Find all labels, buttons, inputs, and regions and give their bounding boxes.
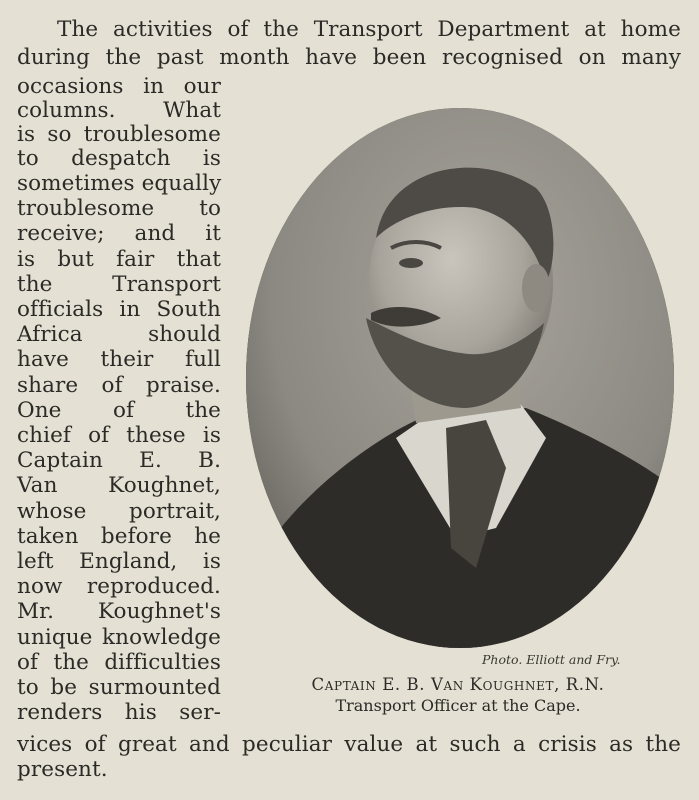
text-line: during the past month have been recognised on many (17, 45, 681, 70)
text-line: left England, is (17, 549, 221, 574)
text-line: The activities of the Transport Department at home (57, 17, 681, 42)
text-line: share of praise. (17, 373, 221, 398)
text-line: Mr. Koughnet's (17, 599, 221, 624)
text-line: One of the (17, 398, 221, 423)
text-line: present. (17, 757, 108, 782)
portrait-illustration (246, 108, 674, 648)
photo-credit: Photo. Elliott and Fry. (482, 652, 621, 667)
text-line: sometimes equally (17, 171, 222, 196)
text-line: chief of these is (17, 423, 221, 448)
text-line: columns. What (17, 98, 221, 123)
text-line: the Transport (17, 272, 221, 297)
text-line: receive; and it (17, 221, 221, 246)
photo-caption-role: Transport Officer at the Cape. (335, 696, 581, 715)
text-line: occasions in our (17, 74, 221, 99)
text-line: Van Koughnet, (17, 473, 221, 498)
text-line: taken before he (17, 524, 221, 549)
text-line: have their full (17, 347, 221, 372)
text-line: renders his ser- (17, 700, 221, 725)
text-line: Captain E. B. (17, 448, 221, 473)
text-line: officials in South (17, 297, 221, 322)
portrait-photo (246, 108, 674, 648)
text-line: whose portrait, (17, 499, 221, 524)
text-line: to be surmounted (17, 675, 221, 700)
text-line: unique knowledge (17, 625, 221, 650)
text-line: now reproduced. (17, 574, 221, 599)
photo-caption-name: Captain E. B. Van Koughnet, R.N. (311, 675, 605, 694)
text-line: troublesome to (17, 196, 221, 221)
text-line: is but fair that (17, 247, 221, 272)
text-line: of the difficulties (17, 650, 221, 675)
text-line: to despatch is (17, 146, 221, 171)
text-line: Africa should (17, 322, 221, 347)
text-line: vices of great and peculiar value at such a crisis as the (17, 732, 681, 757)
text-line: is so troublesome (17, 122, 221, 147)
